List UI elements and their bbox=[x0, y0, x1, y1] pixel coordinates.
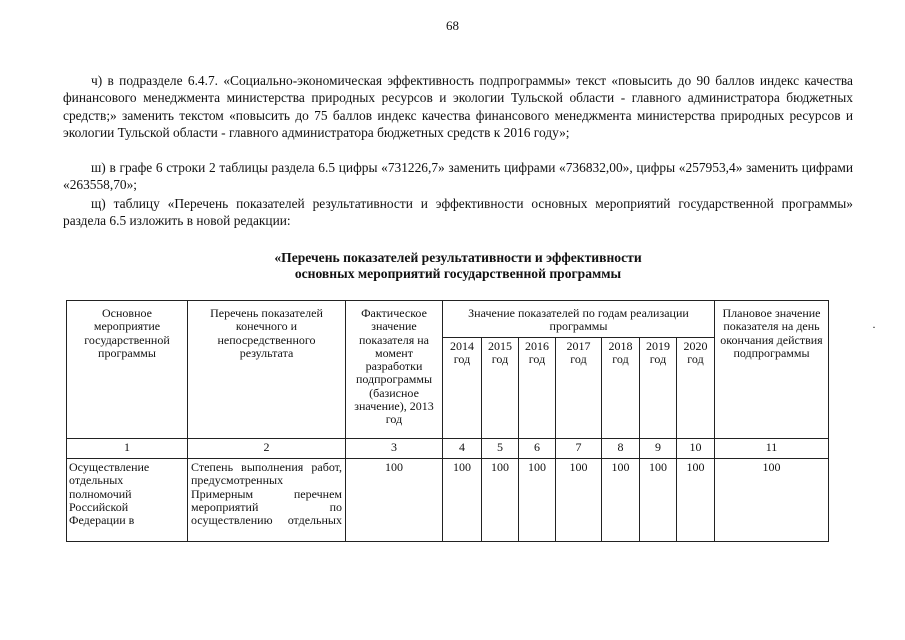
header-year: 2018 год bbox=[602, 338, 640, 439]
header-indicators: Перечень показателей конечного и непосредственного результата bbox=[188, 301, 346, 439]
paragraph-shch bbox=[63, 195, 853, 230]
table-title-line2: основных мероприятий государственной программы bbox=[294, 266, 622, 281]
header-activity: Основное мероприятие государственной программы bbox=[67, 301, 188, 439]
paragraph-sh bbox=[63, 159, 853, 194]
row-value-2018: 100 bbox=[602, 459, 640, 542]
row-activity: Осуществление отдельных полномочий Российской Федерации в bbox=[67, 459, 188, 542]
row-value-2019: 100 bbox=[640, 459, 677, 542]
column-number: 3 bbox=[346, 439, 443, 459]
header-year: 2017 год bbox=[556, 338, 602, 439]
header-year: 2014 год bbox=[443, 338, 482, 439]
column-number: 9 bbox=[640, 439, 677, 459]
header-base-value: Фактическое значение показателя на момент разработки подпрограммы (базисное значение), 2013 год bbox=[346, 301, 443, 439]
paragraph-ch-text: ч) в подразделе 6.4.7. «Социально-экономическая эффективность подпрограммы» текст «повысить до 90 баллов индекс качества финансового менеджмента министерства природных ресурсов и экологии Тульской области - главного администратора бюджетных средств;» заменить текстом «повысить до 75 баллов индекс качества финансового менеджмента министерства природных ресурсов и экологии Тульской области - главного администратора бюджетных средств к 2016 году»; bbox=[63, 73, 853, 140]
row-value-2016: 100 bbox=[519, 459, 556, 542]
column-number: 6 bbox=[519, 439, 556, 459]
header-year: 2015 год bbox=[482, 338, 519, 439]
row-value-base: 100 bbox=[346, 459, 443, 542]
paragraph-shch-text: щ) таблицу «Перечень показателей результативности и эффективности основных мероприятий государственной программы» раздела 6.5 изложить в новой редакции: bbox=[63, 196, 853, 229]
table-row bbox=[67, 459, 829, 542]
row-value-2020: 100 bbox=[677, 459, 715, 542]
row-value-planned: 100 bbox=[715, 459, 829, 542]
indicators-table bbox=[66, 300, 829, 542]
header-planned-value: Плановое значение показателя на день окончания действия подпрограммы bbox=[715, 301, 829, 439]
column-number: 8 bbox=[602, 439, 640, 459]
column-number: 5 bbox=[482, 439, 519, 459]
column-number: 10 bbox=[677, 439, 715, 459]
row-value-2017: 100 bbox=[556, 459, 602, 542]
scan-speck: · bbox=[872, 320, 876, 334]
paragraph-sh-text: ш) в графе 6 строки 2 таблицы раздела 6.5 цифры «731226,7» заменить цифрами «736832,00», цифры «257953,4» заменить цифрами «263558,70»; bbox=[63, 160, 853, 193]
column-number: 11 bbox=[715, 439, 829, 459]
header-years-group: Значение показателей по годам реализации программы bbox=[443, 301, 715, 338]
row-value-2014: 100 bbox=[443, 459, 482, 542]
column-number: 7 bbox=[556, 439, 602, 459]
paragraph-ch bbox=[63, 72, 853, 141]
row-indicator: Степень выполнения работ, предусмотренных Примерным перечнем мероприятий по осуществлению отдельных bbox=[188, 459, 346, 542]
header-year: 2019 год bbox=[640, 338, 677, 439]
header-year: 2020 год bbox=[677, 338, 715, 439]
page-number: 68 bbox=[446, 18, 459, 33]
row-value-2015: 100 bbox=[482, 459, 519, 542]
column-number: 2 bbox=[188, 439, 346, 459]
table-title-line1: «Перечень показателей результативности и эффективности bbox=[274, 250, 642, 265]
column-number: 1 bbox=[67, 439, 188, 459]
header-year: 2016 год bbox=[519, 338, 556, 439]
column-number: 4 bbox=[443, 439, 482, 459]
table-title bbox=[63, 250, 853, 282]
